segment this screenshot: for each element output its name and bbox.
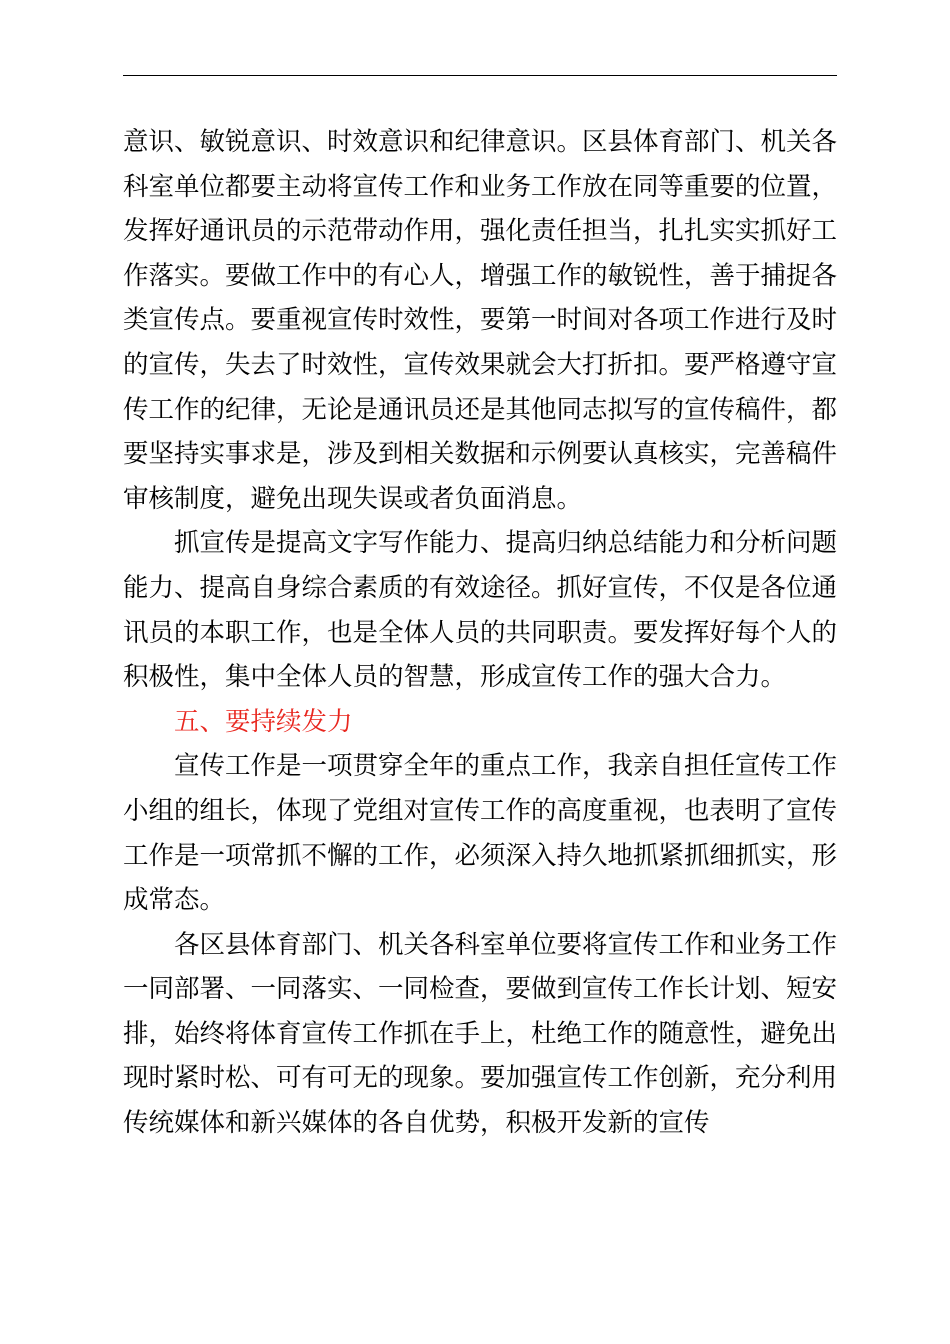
header-rule (123, 75, 837, 76)
body-paragraph: 意识、敏锐意识、时效意识和纪律意识。区县体育部门、机关各科室单位都要主动将宣传工作和业务工作放在同等重要的位置，发挥好通讯员的示范带动作用，强化责任担当，扎扎实实抓好工作落实。要做工作中的有心人，增强工作的敏锐性，善于捕捉各类宣传点。要重视宣传时效性，要第一时间对各项工作进行及时的宣传，失去了时效性，宣传效果就会大打折扣。要严格遵守宣传工作的纪律，无论是通讯员还是其他同志拟写的宣传稿件，都要坚持实事求是，涉及到相关数据和示例要认真核实，完善稿件审核制度，避免出现失误或者负面消息。 (123, 127, 838, 514)
section-heading: 五、要持续发力 (174, 706, 353, 737)
document-body (123, 120, 837, 1146)
body-paragraph: 抓宣传是提高文字写作能力、提高归纳总结能力和分析问题能力、提高自身综合素质的有效途径。抓好宣传，不仅是各位通讯员的本职工作，也是全体人员的共同职责。要发挥好每个人的积极性，集中全体人员的智慧，形成宣传工作的强大合力。 (123, 528, 838, 693)
body-paragraph: 各区县体育部门、机关各科室单位要将宣传工作和业务工作一同部署、一同落实、一同检查，要做到宣传工作长计划、短安排，始终将体育宣传工作抓在手上，杜绝工作的随意性，避免出现时紧时松、可有可无的现象。要加强宣传工作创新，充分利用传统媒体和新兴媒体的各自优势，积极开发新的宣传 (123, 929, 838, 1139)
body-paragraph: 宣传工作是一项贯穿全年的重点工作，我亲自担任宣传工作小组的组长，体现了党组对宣传工作的高度重视，也表明了宣传工作是一项常抓不懈的工作，必须深入持久地抓紧抓细抓实，形成常态。 (123, 751, 838, 916)
